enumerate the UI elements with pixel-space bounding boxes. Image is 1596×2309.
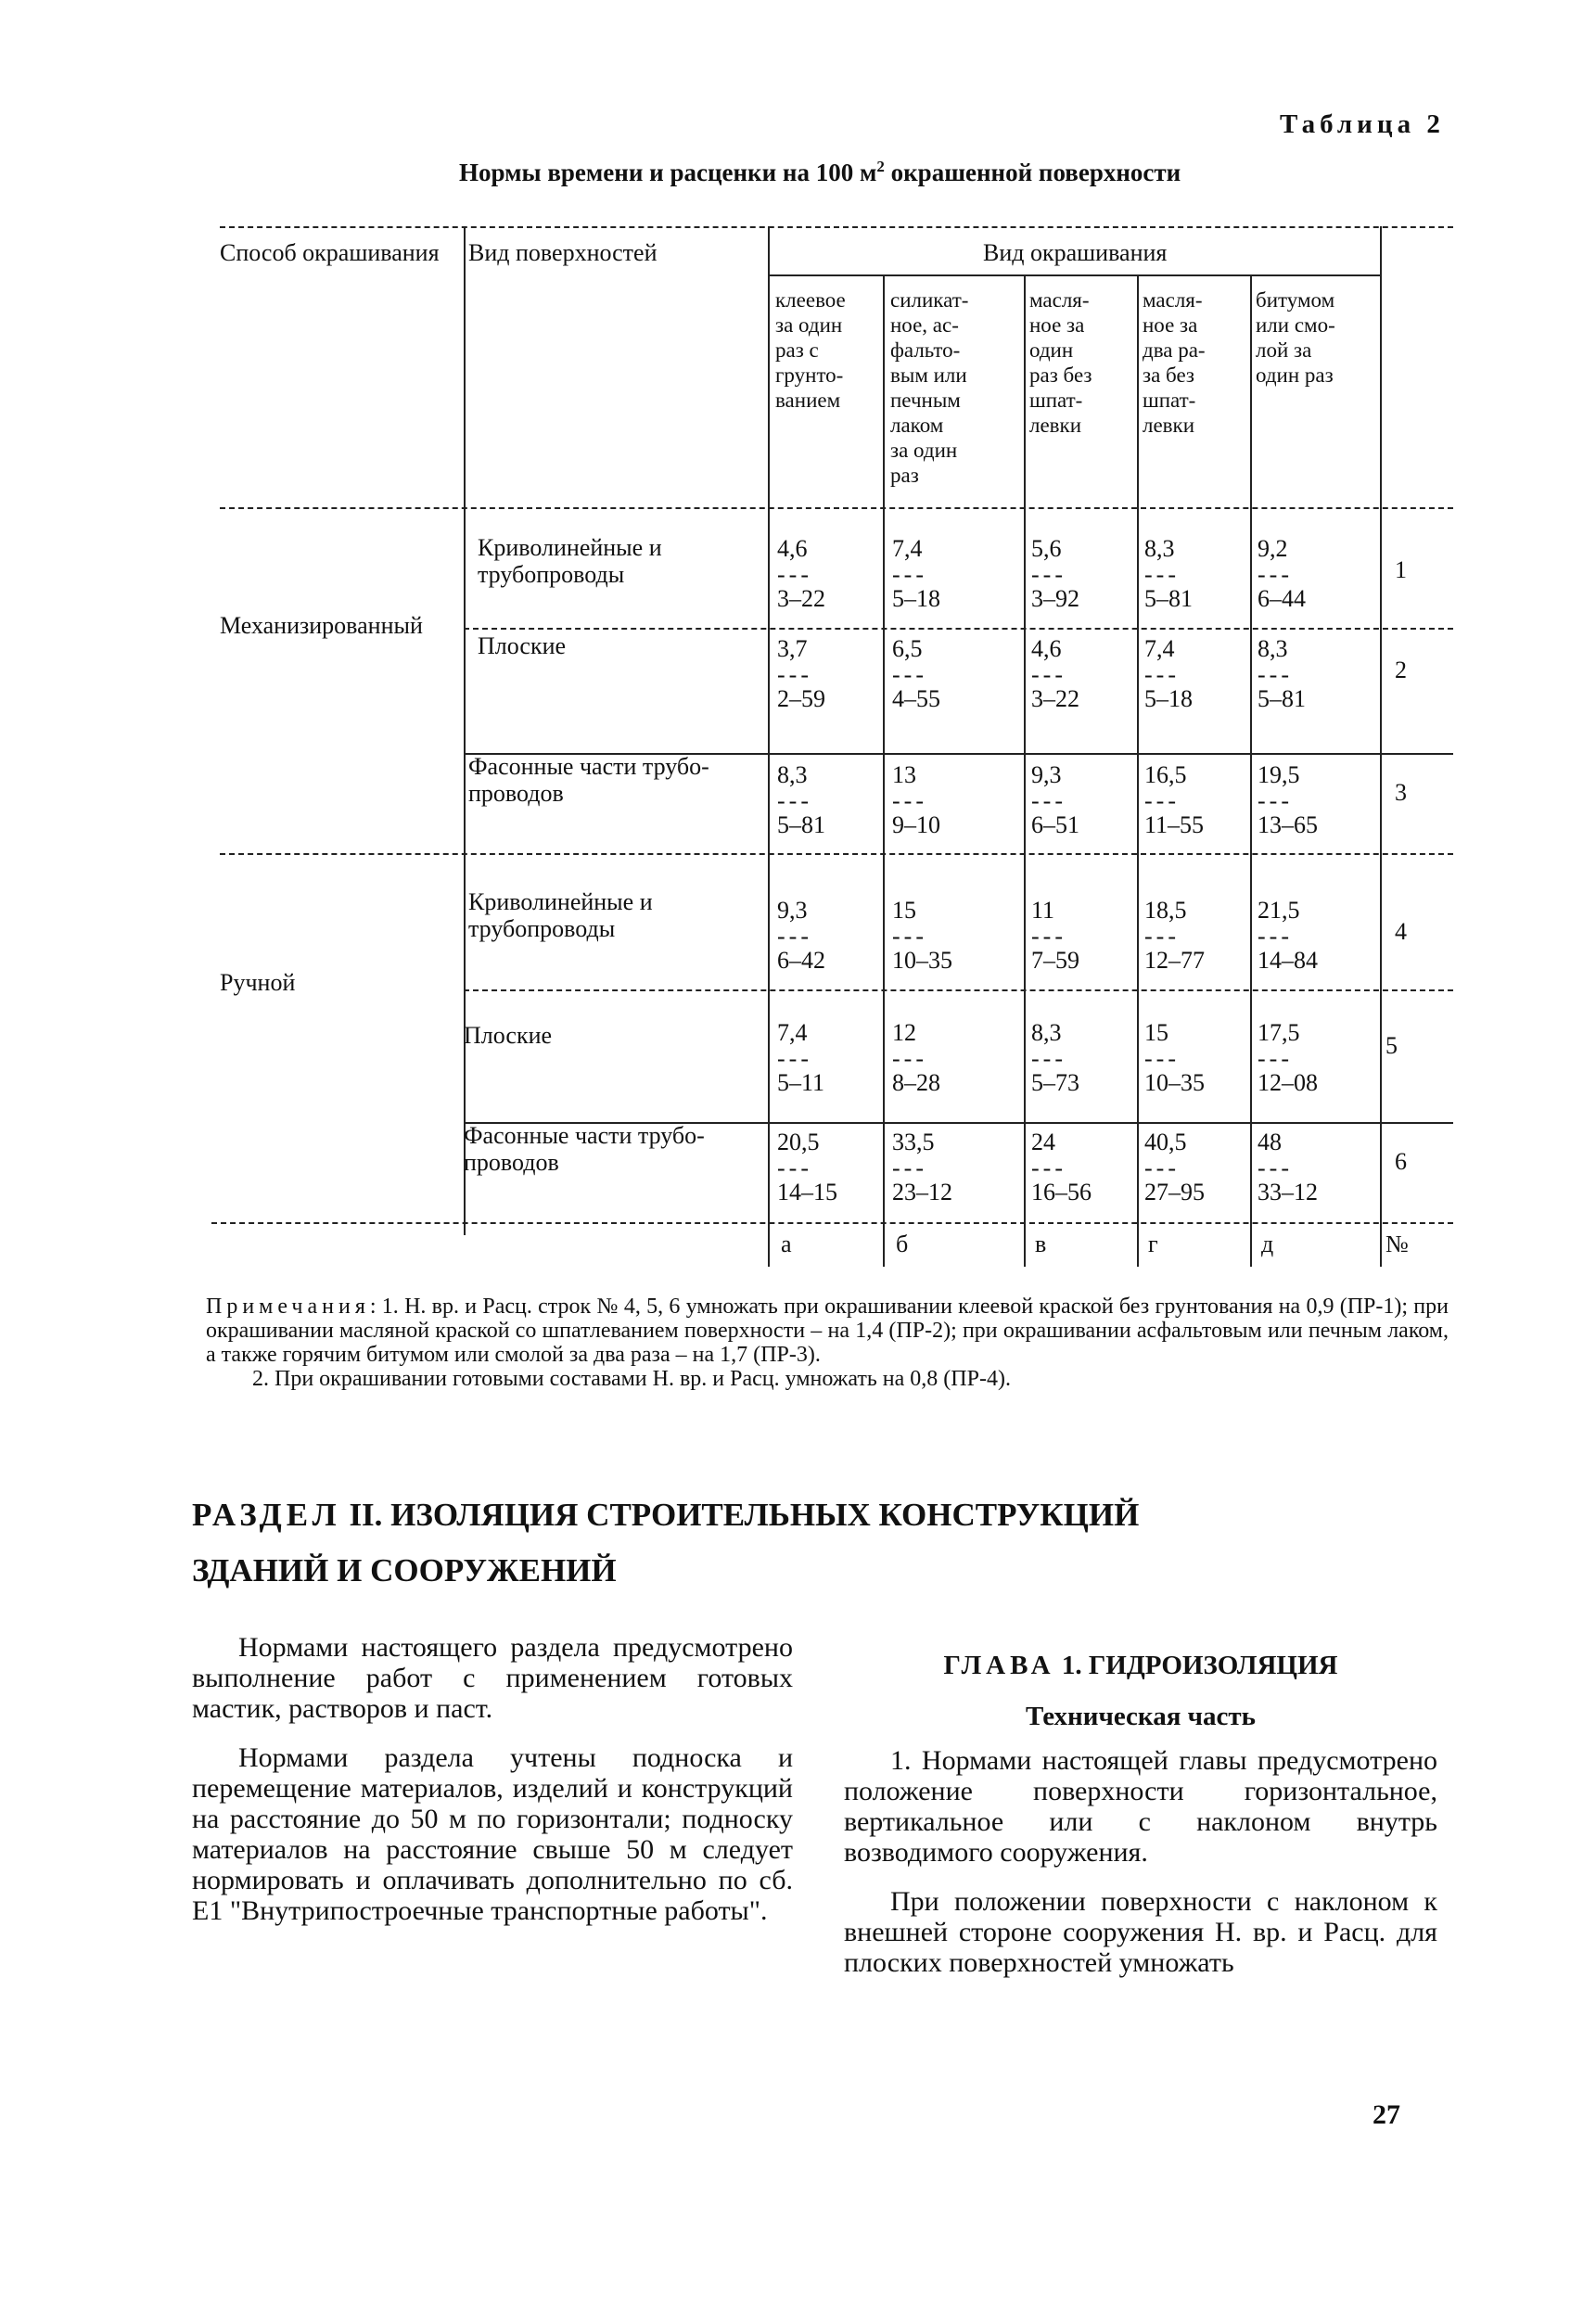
rate: 6–51 <box>1031 811 1079 838</box>
chapter-title: 1. ГИДРОИЗОЛЯЦИЯ <box>1054 1651 1338 1680</box>
time-norm: 5,6 <box>1031 535 1062 562</box>
table-cell <box>1144 1129 1246 1206</box>
section-title-line2: ЗДАНИЙ И СООРУЖЕНИЙ <box>192 1552 617 1588</box>
time-norm: 40,5 <box>1144 1129 1187 1155</box>
time-norm: 16,5 <box>1144 761 1187 788</box>
chapter-prefix: ГЛАВА <box>943 1651 1055 1680</box>
section-title-line1: II. ИЗОЛЯЦИЯ СТРОИТЕЛЬНЫХ КОНСТРУКЦИЙ <box>340 1497 1140 1533</box>
rate: 5–81 <box>1144 585 1193 612</box>
time-norm: 21,5 <box>1258 897 1300 924</box>
rate: 14–15 <box>777 1179 837 1206</box>
time-norm: 24 <box>1031 1129 1055 1155</box>
column-letter: г <box>1148 1231 1158 1257</box>
rate: 5–73 <box>1031 1069 1079 1096</box>
header-surface: Вид поверхностей <box>468 239 658 266</box>
time-norm: 9,3 <box>777 897 808 924</box>
row-number: 2 <box>1395 657 1407 683</box>
fraction-bar: --- <box>892 561 927 588</box>
time-norm: 13 <box>892 761 916 788</box>
rate: 23–12 <box>892 1179 952 1206</box>
paragraph: 1. Нормами настоящей главы предусмотрено положение поверхности горизонтальное, вертикальное или с наклоном внутрь возводимого сооружения. <box>844 1745 1437 1868</box>
table-cell <box>1144 898 1246 974</box>
paragraph: Нормами раздела учтены подноска и перемещение материалов, изделий и конструкций на расстояние до 50 м по горизонтали; подноску материалов на расстояние свыше 50 м следует нормировать и оплачивать дополнительно по сб. Е1 "Внутрипостроечные транспортные работы". <box>192 1742 793 1926</box>
table-number: Таблица 2 <box>1280 109 1445 139</box>
rate: 33–12 <box>1258 1179 1318 1206</box>
fraction-bar: --- <box>777 561 812 588</box>
time-norm: 7,4 <box>777 1019 808 1046</box>
column-letter: в <box>1035 1231 1047 1257</box>
surface-label: Плоские <box>478 632 567 659</box>
table-cell <box>892 536 994 612</box>
fraction-bar: --- <box>1031 661 1066 688</box>
time-norm: 7,4 <box>1144 635 1175 662</box>
fraction-bar: --- <box>1258 1154 1293 1181</box>
rate: 4–55 <box>892 685 940 712</box>
time-norm: 4,6 <box>1031 635 1062 662</box>
table-cell <box>777 1020 879 1096</box>
table-cell <box>1031 898 1133 974</box>
column-header-а: клеевое за один раз с грунто- ванием <box>775 288 846 412</box>
surface-label: Криволинейные и трубопроводы <box>468 888 653 942</box>
column-header-д: битумом или смо- лой за один раз <box>1256 288 1335 387</box>
time-norm: 6,5 <box>892 635 923 662</box>
rate: 9–10 <box>892 811 940 838</box>
time-norm: 9,2 <box>1258 535 1288 562</box>
fraction-bar: --- <box>892 1154 927 1181</box>
column-header-б: силикат- ное, ас- фальто- вым или печным лаком за один раз <box>890 288 969 487</box>
time-norm: 12 <box>892 1019 916 1046</box>
surface-label: Плоские <box>464 1022 553 1049</box>
header-method: Способ окрашивания <box>220 239 440 266</box>
fraction-bar: --- <box>1258 561 1293 588</box>
header-paint-type: Вид окрашивания <box>983 239 1168 266</box>
paragraph: Нормами настоящего раздела предусмотрено выполнение работ с применением готовых мастик, растворов и паст. <box>192 1632 793 1724</box>
column-letter: д <box>1261 1231 1274 1257</box>
time-norm: 7,4 <box>892 535 923 562</box>
section-prefix: РАЗДЕЛ <box>192 1497 341 1533</box>
rate: 12–08 <box>1258 1069 1318 1096</box>
rate: 7–59 <box>1031 947 1079 974</box>
table-cell <box>1031 1129 1133 1206</box>
table-cell <box>1031 762 1133 838</box>
row-number: 6 <box>1395 1148 1407 1175</box>
row-number: 5 <box>1385 1032 1398 1059</box>
fraction-bar: --- <box>777 661 812 688</box>
fraction-bar: --- <box>892 661 927 688</box>
fraction-bar: --- <box>777 1154 812 1181</box>
time-norm: 48 <box>1258 1129 1282 1155</box>
table-cell <box>1144 536 1246 612</box>
rate: 11–55 <box>1144 811 1205 838</box>
table-cell <box>1031 1020 1133 1096</box>
notes-label: Примечания <box>206 1295 370 1319</box>
fraction-bar: --- <box>1258 661 1293 688</box>
time-norm: 3,7 <box>777 635 808 662</box>
time-norm: 8,3 <box>1258 635 1288 662</box>
fraction-bar: --- <box>1031 1045 1066 1072</box>
time-norm: 20,5 <box>777 1129 820 1155</box>
surface-label: Фасонные части трубо- проводов <box>464 1122 705 1176</box>
chapter-heading <box>844 1651 1437 1681</box>
group-label-manual: Ручной <box>220 969 296 996</box>
fraction-bar: --- <box>1144 1045 1180 1072</box>
section-heading <box>192 1487 1398 1599</box>
table-cell <box>1144 636 1246 712</box>
rate: 5–81 <box>777 811 825 838</box>
time-norm: 19,5 <box>1258 761 1300 788</box>
fraction-bar: --- <box>1031 1154 1066 1181</box>
rate: 10–35 <box>892 947 952 974</box>
left-column <box>192 1632 793 1945</box>
rate: 3–22 <box>777 585 825 612</box>
time-norm: 15 <box>892 897 916 924</box>
fraction-bar: --- <box>777 1045 812 1072</box>
note-2: 2. При окрашивании готовыми составами Н. вр. и Расц. умножать на 0,8 (ПР-4). <box>252 1367 1011 1391</box>
time-norm: 18,5 <box>1144 897 1187 924</box>
table-cell <box>777 762 879 838</box>
fraction-bar: --- <box>1258 1045 1293 1072</box>
page-number: 27 <box>1373 2099 1400 2130</box>
chapter-subtitle: Техническая часть <box>1026 1702 1256 1731</box>
fraction-bar: --- <box>892 923 927 950</box>
fraction-bar: --- <box>1258 787 1293 814</box>
table-title: Нормы времени и расценки на 100 $м^2$ окрашенной поверхности <box>459 158 1181 186</box>
table-cell <box>777 1129 879 1206</box>
time-norm: 4,6 <box>777 535 808 562</box>
table-cell <box>777 898 879 974</box>
time-norm: 9,3 <box>1031 761 1062 788</box>
fraction-bar: --- <box>1144 1154 1180 1181</box>
time-norm: 11 <box>1031 897 1055 924</box>
table-cell <box>1144 1020 1246 1096</box>
table-cell <box>1258 1129 1360 1206</box>
rate: 5–18 <box>892 585 940 612</box>
fraction-bar: --- <box>892 1045 927 1072</box>
group-label-mechanized: Механизированный <box>220 612 423 639</box>
fraction-bar: --- <box>1144 661 1180 688</box>
time-norm: 15 <box>1144 1019 1168 1046</box>
rate: 5–18 <box>1144 685 1193 712</box>
table-cell <box>892 762 994 838</box>
rate: 8–28 <box>892 1069 940 1096</box>
rate: 10–35 <box>1144 1069 1205 1096</box>
table-cell <box>1144 762 1246 838</box>
rate: 14–84 <box>1258 947 1318 974</box>
table-cell <box>1258 536 1360 612</box>
note-1: : 1. Н. вр. и Расц. строк № 4, 5, 6 умножать при окрашивании клеевой краской без грунтования на 0,9 (ПР-1); при окрашивании масляной краской со шпатлеванием поверхности – на 1,4 (ПР-2); при окрашивании асфальтовым или печным лаком, а также горячим битумом или смолой за два раза – на 1,7 (ПР-3). <box>206 1295 1449 1367</box>
surface-label: Фасонные части трубо- проводов <box>468 753 709 807</box>
table-cell <box>777 536 879 612</box>
rate: 5–81 <box>1258 685 1306 712</box>
column-header-в: масля- ное за один раз без шпат- левки <box>1029 288 1092 437</box>
table-notes <box>206 1295 1449 1391</box>
table-cell <box>892 1129 994 1206</box>
time-norm: 8,3 <box>1031 1019 1062 1046</box>
rate: 16–56 <box>1031 1179 1092 1206</box>
rate: 5–11 <box>777 1069 825 1096</box>
rate: 3–92 <box>1031 585 1079 612</box>
row-number: 4 <box>1395 918 1407 945</box>
fraction-bar: --- <box>777 787 812 814</box>
table-cell <box>1258 636 1360 712</box>
table-cell <box>777 636 879 712</box>
paragraph: При положении поверхности с наклоном к внешней стороне сооружения Н. вр. и Расц. для плоских поверхностей умножать <box>844 1886 1437 1978</box>
number-sign: № <box>1385 1231 1409 1257</box>
rate: 6–44 <box>1258 585 1306 612</box>
row-number: 1 <box>1395 556 1407 583</box>
rate: 2–59 <box>777 685 825 712</box>
fraction-bar: --- <box>892 787 927 814</box>
fraction-bar: --- <box>1031 923 1066 950</box>
column-header-г: масля- ное за два ра- за без шпат- левки <box>1143 288 1206 437</box>
fraction-bar: --- <box>1144 923 1180 950</box>
rate: 12–77 <box>1144 947 1205 974</box>
rate: 13–65 <box>1258 811 1318 838</box>
fraction-bar: --- <box>1144 787 1180 814</box>
surface-label: Криволинейные и трубопроводы <box>478 534 662 588</box>
rate: 6–42 <box>777 947 825 974</box>
fraction-bar: --- <box>1031 561 1066 588</box>
column-letter: б <box>896 1231 909 1257</box>
table-cell <box>1031 536 1133 612</box>
rate: 27–95 <box>1144 1179 1205 1206</box>
table-cell <box>892 1020 994 1096</box>
fraction-bar: --- <box>1031 787 1066 814</box>
fraction-bar: --- <box>1258 923 1293 950</box>
right-column <box>844 1651 1437 1996</box>
table-cell <box>1258 898 1360 974</box>
table-cell <box>1258 762 1360 838</box>
fraction-bar: --- <box>1144 561 1180 588</box>
row-number: 3 <box>1395 779 1407 806</box>
time-norm: 17,5 <box>1258 1019 1300 1046</box>
fraction-bar: --- <box>777 923 812 950</box>
table-cell <box>892 636 994 712</box>
rate: 3–22 <box>1031 685 1079 712</box>
time-norm: 33,5 <box>892 1129 935 1155</box>
table-cell <box>1031 636 1133 712</box>
time-norm: 8,3 <box>1144 535 1175 562</box>
table-cell <box>1258 1020 1360 1096</box>
time-norm: 8,3 <box>777 761 808 788</box>
column-letter: а <box>781 1231 792 1257</box>
table-cell <box>892 898 994 974</box>
